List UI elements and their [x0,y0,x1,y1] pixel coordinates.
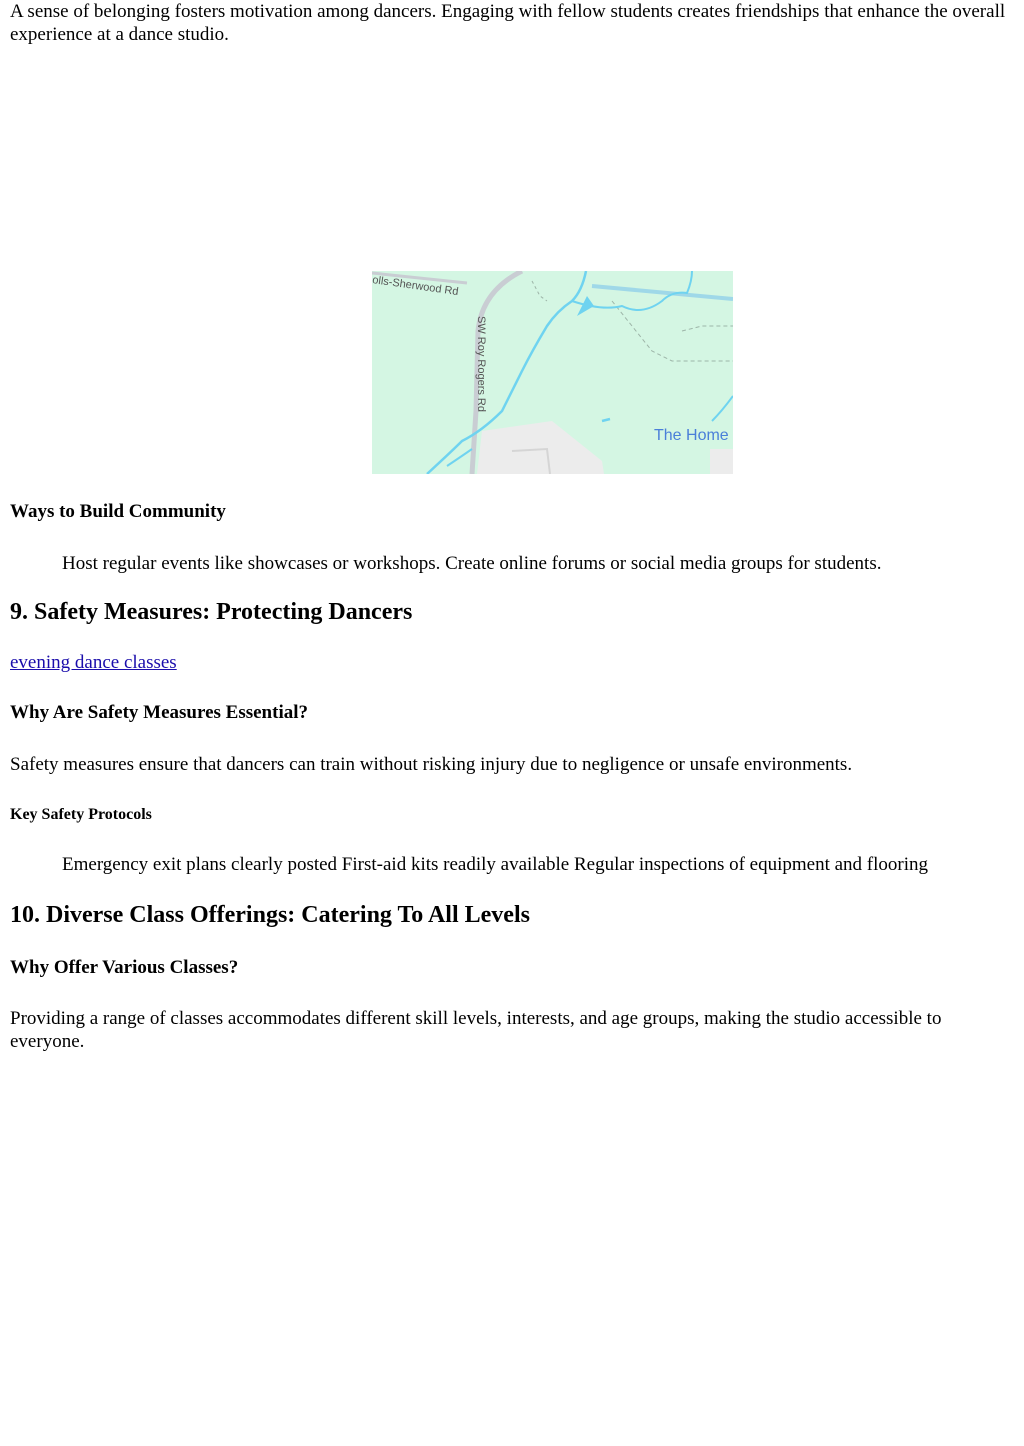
safety-why-paragraph: Safety measures ensure that dancers can train without risking injury due to negligence or unsafe environments. [10,754,853,775]
safety-why-heading: Why Are Safety Measures Essential? [10,702,309,723]
community-heading: Ways to Build Community [10,501,226,522]
classes-heading: 10. Diverse Class Offerings: Catering To All Levels [10,902,530,928]
map-image[interactable] [372,271,733,474]
classes-why-heading: Why Offer Various Classes? [10,957,239,978]
evening-dance-classes-link[interactable]: evening dance classes [10,652,177,673]
article-content [10,0,1010,1052]
map-road-label-2: SW Roy Rogers Rd [475,316,487,412]
map-graphic [372,271,733,474]
safety-protocols-list: Emergency exit plans clearly posted First-aid kits readily available Regular inspections of equipment and flooring [62,854,929,875]
classes-why-paragraph: Providing a range of classes accommodates different skill levels, interests, and age groups, making the studio accessible to everyone. [10,1008,942,1052]
safety-heading: 9. Safety Measures: Protecting Dancers [10,599,413,625]
map-place-label: The Home [654,427,729,444]
safety-protocols-heading: Key Safety Protocols [10,806,152,823]
community-list: Host regular events like showcases or workshops. Create online forums or social media groups for students. [62,553,882,574]
intro-paragraph: A sense of belonging fosters motivation among dancers. Engaging with fellow students creates friendships that enhance the overall experience at a dance studio. [10,1,1006,45]
map-road-label-1: olls-Sherwood Rd [372,274,460,299]
